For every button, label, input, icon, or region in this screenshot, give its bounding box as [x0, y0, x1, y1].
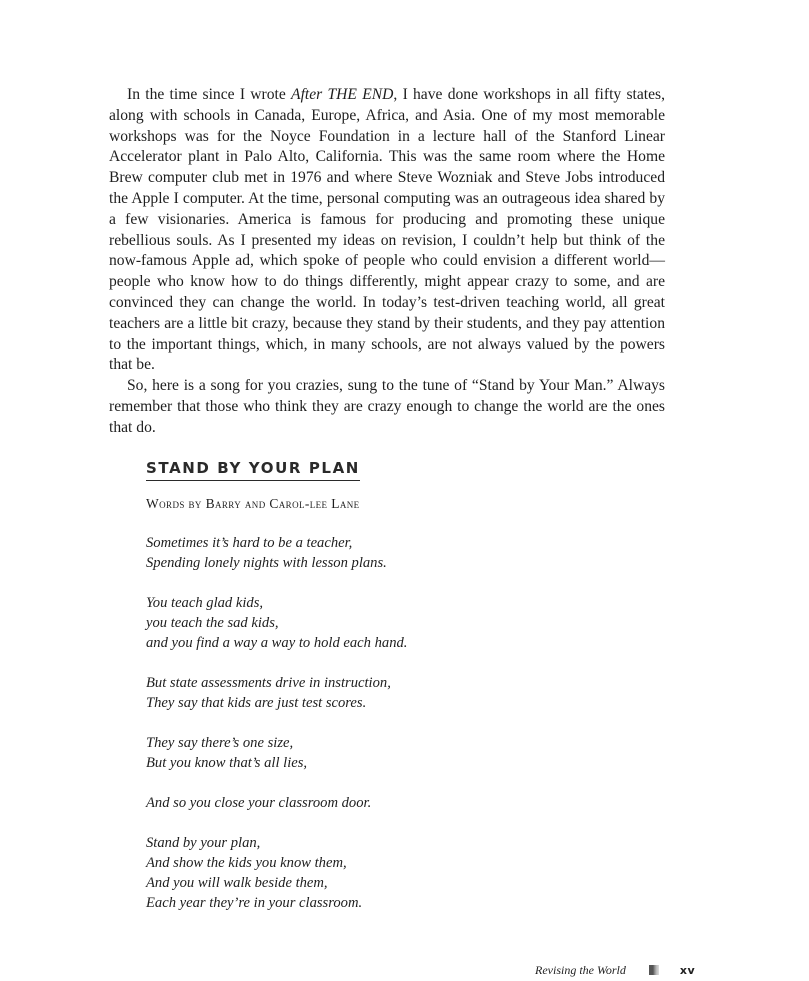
stanza-5 [146, 793, 646, 813]
stanza-4 [146, 733, 646, 773]
body-text [109, 85, 665, 439]
song-lyrics [146, 533, 646, 913]
lyric-line: and you find a way a way to hold each hand. [146, 635, 408, 651]
lyric-line: And so you close your classroom door. [146, 795, 372, 811]
paragraph-1-post: , I have done workshops in all fifty states, along with schools in Canada, Europe, Africa, and Asia. One of my most memorable workshops was for the Noyce Foundation in a lecture hall of the Stanford Linear Accelerator plant in Palo Alto, California. This was the same room where the Home Brew computer club met in 1976 and where Steve Wozniak and Steve Jobs introduced the Apple I computer. At the time, personal computing was an outrageous idea shared by a few visionaries. America is famous for producing and promoting these unique rebellious souls. As I presented my ideas on revision, I couldn’t help but think of the now-famous Apple ad, which spoke of people who could envision a different world—people who know how to do things differently, might appear crazy to some, and are convinced they can change the world. In today’s test-driven teaching world, all great teachers are a little bit crazy, because they stand by their students, and they pay attention to the important things, which, in many schools, are not always valued by the powers that be. [109, 86, 665, 374]
gradient-bar-marker-icon [649, 965, 659, 975]
page-number: xv [679, 963, 696, 977]
lyric-line: You teach glad kids, [146, 595, 264, 611]
lyric-line: you teach the sad kids, [146, 615, 279, 631]
stanza-6 [146, 833, 646, 913]
running-head: Revising the World [535, 962, 626, 977]
lyric-line: And show the kids you know them, [146, 855, 347, 871]
book-title-reference: After THE END [291, 86, 394, 103]
lyric-line: But you know that’s all lies, [146, 755, 308, 771]
lyric-line: But state assessments drive in instruction, [146, 675, 391, 691]
lyric-line: They say that kids are just test scores. [146, 695, 367, 711]
song-credit: Words by Barry and Carol-lee Lane [146, 496, 360, 511]
lyric-line: And you will walk beside them, [146, 875, 328, 891]
song-block [146, 459, 646, 933]
stanza-3 [146, 673, 646, 713]
page-footer [535, 961, 695, 979]
lyric-line: Stand by your plan, [146, 835, 261, 851]
song-title: STAND BY YOUR PLAN [146, 459, 360, 481]
paragraph-1-pre: In the time since I wrote [127, 86, 292, 103]
lyric-line: Each year they’re in your classroom. [146, 895, 363, 911]
stanza-2 [146, 593, 646, 653]
lyric-line: Spending lonely nights with lesson plans. [146, 555, 387, 571]
paragraph-1 [109, 85, 665, 376]
lyric-line: Sometimes it’s hard to be a teacher, [146, 535, 353, 551]
paragraph-2: So, here is a song for you crazies, sung to the tune of “Stand by Your Man.” Always remember that those who think they are crazy enough to change the world are the ones that do. [109, 377, 665, 436]
stanza-1 [146, 533, 646, 573]
lyric-line: They say there’s one size, [146, 735, 294, 751]
